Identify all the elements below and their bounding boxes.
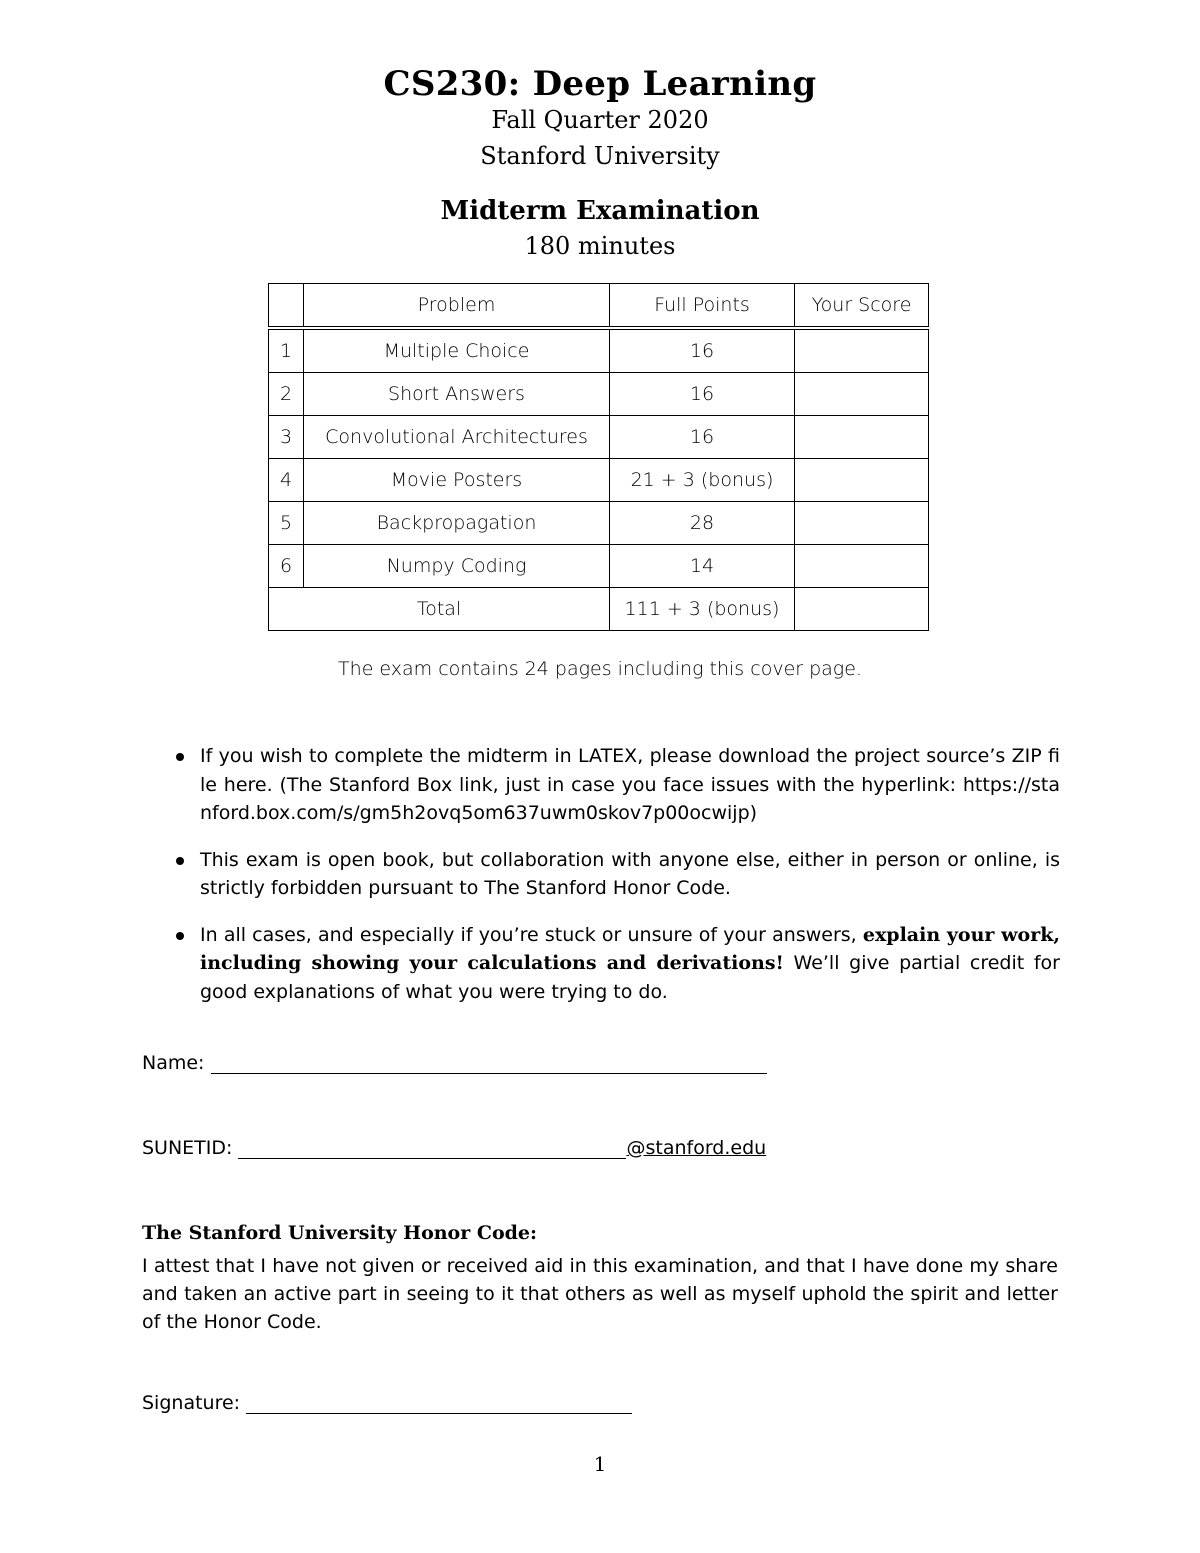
header-problem: Problem	[304, 284, 610, 329]
row-number: 2	[269, 373, 304, 416]
table-row	[269, 328, 929, 373]
bullet-icon	[176, 932, 184, 940]
open-book-instruction: This exam is open book, but collaboration with anyone else, either in person or online, is strictly forbidden pursuant to The Stanford Honor Code.	[200, 848, 1060, 899]
row-points: 16	[610, 328, 795, 373]
emphasis-text: explain your work, including showing your calculations and derivations!	[200, 923, 1060, 974]
row-problem: Multiple Choice	[304, 328, 610, 373]
latex-logo: LATEX	[578, 745, 638, 767]
table-row	[269, 373, 929, 416]
row-problem: Short Answers	[304, 373, 610, 416]
total-label: Total	[269, 588, 610, 631]
row-problem: Movie Posters	[304, 459, 610, 502]
zip-link-text[interactable]: , please download the project source’s ZIP file here. (The Stanford Box link, just in case you face issues with the hyperlink: https://stanford.box.com/s/gm5h2ovq5om637uwm0skov7p00ocwijp)	[200, 745, 1061, 824]
signature-input-line[interactable]	[246, 1393, 632, 1414]
course-title: CS230: Deep Learning	[383, 64, 817, 104]
page-count-note: The exam contains 24 pages including this cover page.	[338, 658, 862, 680]
name-field	[142, 1052, 767, 1074]
header-your-score: Your Score	[795, 284, 929, 329]
total-score[interactable]	[795, 588, 929, 631]
row-points: 16	[610, 373, 795, 416]
row-score[interactable]	[795, 373, 929, 416]
instructions-list	[170, 742, 1060, 1024]
bullet-icon	[176, 753, 184, 761]
list-item	[170, 921, 1060, 1007]
row-number: 3	[269, 416, 304, 459]
name-label: Name:	[142, 1052, 205, 1074]
row-problem: Convolutional Architectures	[304, 416, 610, 459]
row-number: 5	[269, 502, 304, 545]
table-row	[269, 416, 929, 459]
table-row	[269, 545, 929, 588]
row-points: 16	[610, 416, 795, 459]
signature-label: Signature:	[142, 1392, 241, 1414]
sunetid-field	[142, 1137, 766, 1159]
row-score[interactable]	[795, 328, 929, 373]
row-number: 6	[269, 545, 304, 588]
explain-work-instruction: In all cases, and especially if you’re stuck or unsure of your answers, explain your work, including showing your calculations and derivations! We’ll give partial credit for good explanations of what you were trying to do.	[200, 923, 1060, 1003]
exam-name: Midterm Examination	[440, 196, 760, 226]
quarter: Fall Quarter 2020	[491, 106, 709, 134]
university: Stanford University	[480, 142, 720, 170]
name-input-line[interactable]	[211, 1053, 767, 1074]
bullet-icon	[176, 857, 184, 865]
row-points: 28	[610, 502, 795, 545]
sunetid-suffix: @stanford.edu	[626, 1137, 767, 1159]
row-score[interactable]	[795, 502, 929, 545]
latex-instruction: If you wish to complete the midterm in LATEX, please download the project source’s ZIP file here. (The Stanford Box link, just in case you face issues with the hyperlink: https://stanford.box.com/s/gm5h2ovq5om637uwm0skov7p00ocwijp)	[200, 745, 1061, 824]
row-problem: Numpy Coding	[304, 545, 610, 588]
honor-code-heading: The Stanford University Honor Code:	[142, 1222, 538, 1244]
total-row	[269, 588, 929, 631]
row-number: 1	[269, 328, 304, 373]
row-score[interactable]	[795, 459, 929, 502]
table-row	[269, 502, 929, 545]
list-item	[170, 742, 1060, 828]
row-problem: Backpropagation	[304, 502, 610, 545]
row-score[interactable]	[795, 545, 929, 588]
row-score[interactable]	[795, 416, 929, 459]
header-full-points: Full Points	[610, 284, 795, 329]
list-item	[170, 846, 1060, 903]
sunetid-label: SUNETID:	[142, 1137, 233, 1159]
row-points: 14	[610, 545, 795, 588]
exam-duration: 180 minutes	[524, 232, 676, 260]
signature-field	[142, 1392, 632, 1414]
table-row	[269, 459, 929, 502]
header-num-cell	[269, 284, 304, 329]
total-points: 111 + 3 (bonus)	[610, 588, 795, 631]
score-table	[268, 283, 929, 631]
honor-code-text: I attest that I have not given or received aid in this examination, and that I have done my share and taken an active part in seeing to it that others as well as myself uphold the spirit and letter of the Honor Code.	[142, 1255, 1058, 1333]
row-points: 21 + 3 (bonus)	[610, 459, 795, 502]
table-header-row	[269, 284, 929, 329]
page-number: 1	[593, 1452, 607, 1476]
sunetid-input-line[interactable]	[238, 1138, 626, 1159]
row-number: 4	[269, 459, 304, 502]
